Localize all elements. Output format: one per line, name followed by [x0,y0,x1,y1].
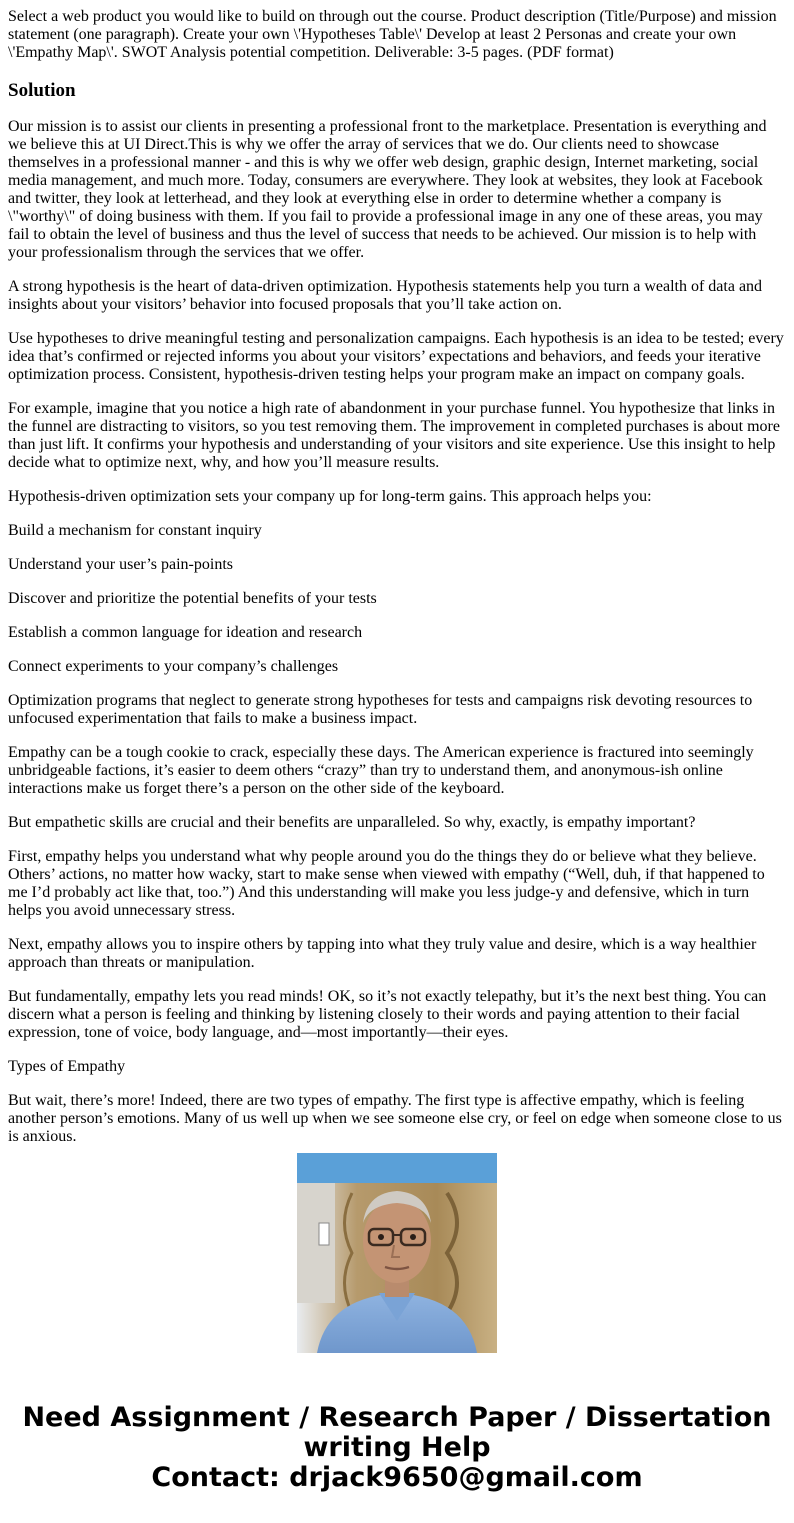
promo-contact: Contact: drjack9650@gmail.com [151,1462,643,1493]
paragraph: Connect experiments to your company’s challenges [8,658,339,675]
paragraph: Hypothesis-driven optimization sets your company up for long-term gains. This approach helps you: [8,488,652,505]
paragraph: Types of Empathy [8,1058,126,1075]
paragraph: Discover and prioritize the potential benefits of your tests [8,590,377,607]
paragraph: Understand your user’s pain-points [8,556,233,573]
paragraph: Use hypotheses to drive meaningful testing and personalization campaigns. Each hypothesis is an idea to be tested; every idea that’s confirmed or rejected informs you about your visitors’ expectations and behaviors, and feeds your iterative optimization process. Consistent, hypothesis-driven testing helps your program make an impact on company goals. [8,330,784,383]
paragraph: Optimization programs that neglect to generate strong hypotheses for tests and campaigns risk devoting resources to unfocused experimentation that fails to make a business impact. [8,692,753,727]
article-body [8,8,786,1145]
paragraph: But fundamentally, empathy lets you read minds! OK, so it’s not exactly telepathy, but it’s the next best thing. You can discern what a person is feeling and thinking by listening closely to their words and paying attention to their facial expression, tone of voice, body language, and—most importantly—their eyes. [8,988,767,1041]
author-photo [297,1153,497,1353]
paragraph: Build a mechanism for constant inquiry [8,522,262,539]
paragraph: Next, empathy allows you to inspire others by tapping into what they truly value and desire, which is a way healthier approach than threats or manipulation. [8,936,757,971]
promo-banner [0,1403,794,1493]
promo-headline: Need Assignment / Research Paper / Dissertation writing Help [22,1402,772,1463]
portrait-image [297,1153,497,1353]
paragraph: But empathetic skills are crucial and their benefits are unparalleled. So why, exactly, is empathy important? [8,814,696,831]
paragraph: Our mission is to assist our clients in presenting a professional front to the marketplace. Presentation is everything and we believe this at UI Direct.This is why we offer the array of services that we do. Our clients need to showcase themselves in a professional manner - and this is why we offer web design, graphic design, Internet marketing, social media management, and much more. Today, consumers are everywhere. They look at websites, they look at Facebook and twitter, they look at letterhead, and they look at everything else in order to determine whether a company is \"worthy\" of doing business with them. If you fail to provide a professional image in any one of these areas, you may fail to obtain the level of business and thus the level of success that needs to be achieved. Our mission is to help with your professionalism through the services that we offer. [8,118,767,261]
paragraph: First, empathy helps you understand what why people around you do the things they do or believe what they believe. Others’ actions, no matter how wacky, start to make sense when viewed with empathy (“Well, duh, if that happened to me I’d probably act like that, too.”) And this understanding will make you less judge-y and defensive, which in turn helps you avoid unnecessary stress. [8,848,765,919]
paragraph: A strong hypothesis is the heart of data-driven optimization. Hypothesis statements help you turn a wealth of data and insights about your visitors’ behavior into focused proposals that you’ll take action on. [8,278,763,313]
solution-heading: Solution [8,80,76,101]
paragraph: But wait, there’s more! Indeed, there are two types of empathy. The first type is affective empathy, which is feeling another person’s emotions. Many of us well up when we see someone else cry, or feel on edge when someone close to us is anxious. [8,1092,782,1145]
paragraph: Establish a common language for ideation and research [8,624,363,641]
paragraph: Empathy can be a tough cookie to crack, especially these days. The American experience is fractured into seemingly unbridgeable factions, it’s easier to deem others “crazy” than try to understand them, and anonymous-ish online interactions make us forget there’s a person on the other side of the keyboard. [8,744,754,797]
question-text: Select a web product you would like to build on through out the course. Product description (Title/Purpose) and mission statement (one paragraph). Create your own \'Hypotheses Table\' Develop at least 2 Personas and create your own \'Empathy Map\'. SWOT Analysis potential competition. Deliverable: 3-5 pages. (PDF format) [8,8,777,61]
paragraph: For example, imagine that you notice a high rate of abandonment in your purchase funnel. You hypothesize that links in the funnel are distracting to visitors, so you test removing them. The improvement in completed purchases is about more than just lift. It confirms your hypothesis and understanding of your visitors and site experience. Use this insight to help decide what to optimize next, why, and how you’ll measure results. [8,400,780,471]
